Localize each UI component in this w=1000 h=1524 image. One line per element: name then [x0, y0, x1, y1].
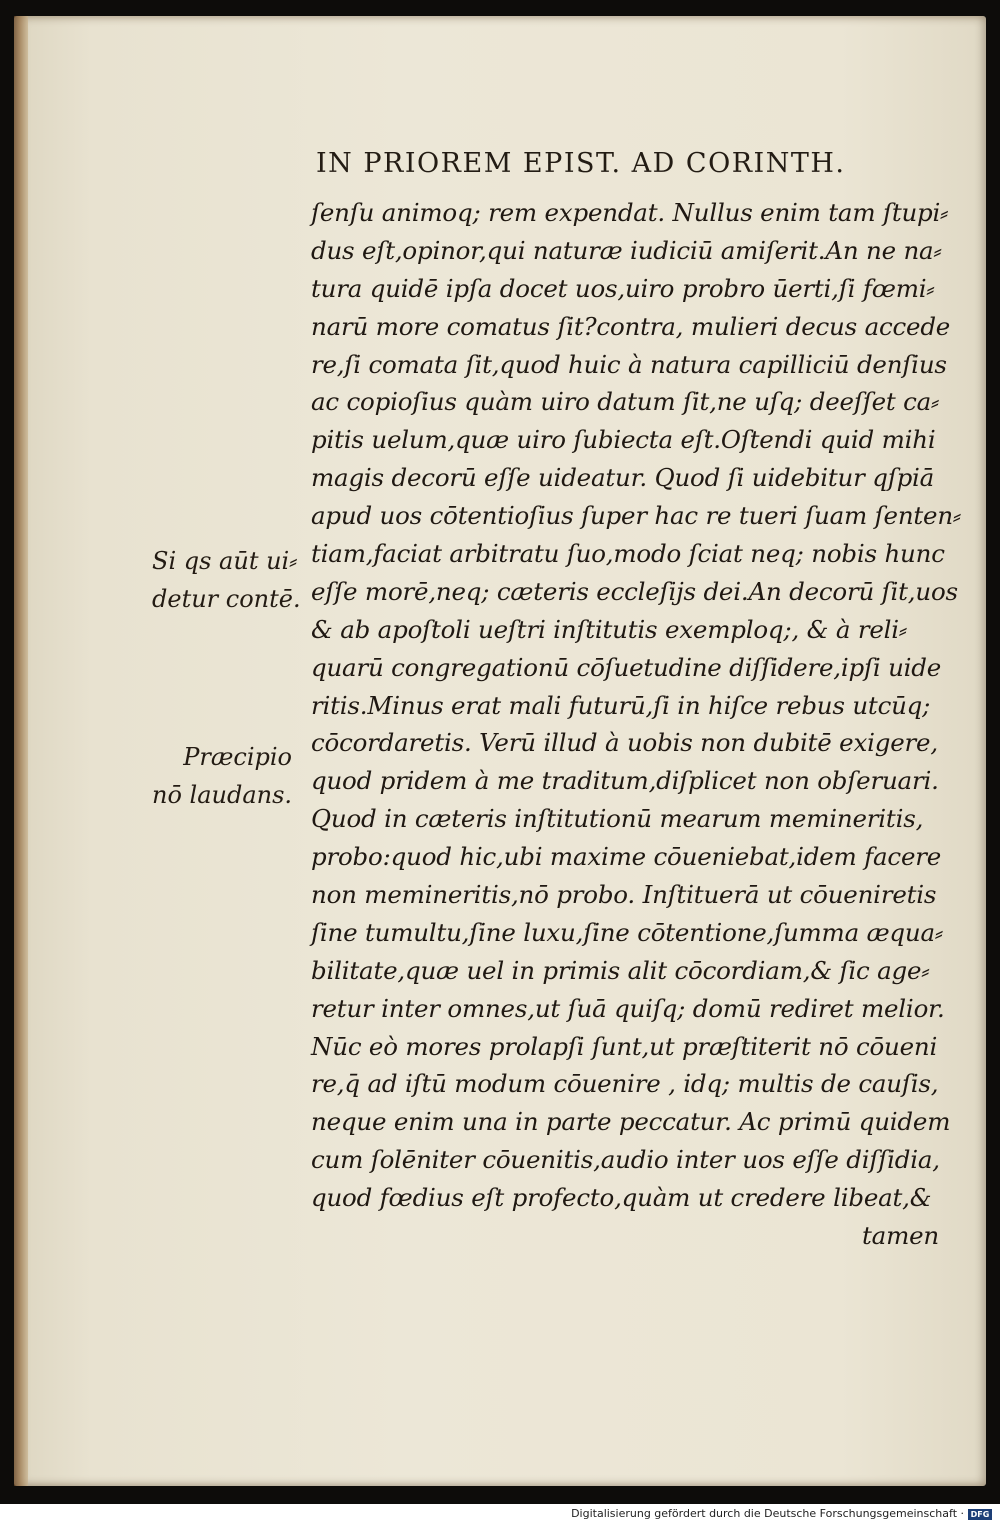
text-line: neque enim una in parte peccatur. Ac primū quidem: [311, 1107, 951, 1137]
margin-note-line: Præcipio: [183, 743, 292, 771]
dfg-logo: DFG: [968, 1509, 992, 1520]
text-line: ritis.Minus erat mali futurū,ſi in hiſce rebus utcūq;: [311, 690, 931, 720]
body-text: [311, 194, 961, 1255]
text-line: ſenſu animoq; rem expendat. Nullus enim tam ſtupi⸗: [311, 198, 949, 227]
text-line: tiam,faciat arbitratu ſuo,modo ſciat neq; nobis hunc: [311, 539, 945, 569]
text-line: non memineritis,nō probo. Inſtituerā ut cōueniretis: [311, 880, 937, 910]
funding-notice: Digitalisierung gefördert durch die Deutsche Forschungsgemeinschaft ·: [571, 1507, 964, 1520]
text-line: ac copioſius quàm uiro datum ſit,ne uſq; deeſſet ca⸗: [311, 387, 939, 417]
text-line: & ab apoſtoli ueſtri inſtitutis exemploq;, & à reli⸗: [311, 614, 907, 644]
text-line: quod pridem à me traditum,diſplicet non obſeruari.: [311, 766, 939, 796]
text-line: eſſe morē,neq; cæteris eccleſijs dei.An decorū ſit,uos: [311, 576, 958, 606]
text-line: cum ſolēniter cōuenitis,audio inter uos eſſe diſſidia,: [311, 1145, 940, 1175]
running-head: IN PRIOREM EPIST. AD CORINTH.: [316, 148, 846, 179]
margin-note-line: nō laudans.: [152, 781, 293, 809]
text-line: Nūc eò mores prolapſi ſunt,ut præſtiterit nō cōueni: [311, 1031, 938, 1061]
text-line: retur inter omnes,ut ſuā quiſq; domū rediret melior.: [311, 993, 945, 1023]
text-line: probo:quod hic,ubi maxime cōueniebat,idem facere: [311, 842, 942, 872]
text-line: dus eſt,opinor,qui naturæ iudiciū amiſerit.An ne na⸗: [311, 235, 942, 265]
text-line: pitis uelum,quæ uiro ſubiecta eſt.Oſtendi quid mihi: [311, 425, 936, 455]
text-line: Quod in cæteris inſtitutionū mearum memineritis,: [311, 804, 924, 834]
margin-note: [152, 738, 292, 814]
text-line: magis decorū eſſe uideatur. Quod ſi uidebitur qſpiā: [311, 463, 935, 493]
text-line: bilitate,quæ uel in primis alit cōcordiam,& ſic age⸗: [311, 955, 930, 985]
text-line: apud uos cōtentioſius ſuper hac re tueri ſuam ſenten⸗: [311, 501, 961, 531]
margin-note-line: Si qs aūt ui⸗: [152, 547, 298, 575]
binding-edge: [14, 16, 28, 1486]
attribution-footer: [0, 1504, 1000, 1524]
text-line: quod fœdius eſt profecto,quàm ut credere libeat,&: [311, 1183, 932, 1213]
text-line: re,ſi comata ſit,quod huic à natura capilliciū denſius: [311, 349, 947, 379]
text-line: cōcordaretis. Verū illud à uobis non dubitē exigere,: [311, 728, 938, 758]
text-line: narū more comatus ſit?contra, mulieri decus accede: [311, 311, 951, 341]
margin-note-line: detur contē.: [152, 585, 301, 613]
text-line: re,q̄ ad iſtū modum cōuenire , idq; multis de cauſis,: [311, 1069, 939, 1099]
text-line: ſine tumultu,ſine luxu,ſine cōtentione,ſumma æqua⸗: [311, 917, 943, 947]
catchword: tamen: [862, 1221, 939, 1251]
margin-note: [152, 542, 301, 618]
text-line: tura quidē ipſa docet uos,uiro probro ūerti,ſi fœmi⸗: [311, 273, 935, 303]
text-line: quarū congregationū cōſuetudine diſſidere,ipſi uide: [311, 652, 942, 682]
